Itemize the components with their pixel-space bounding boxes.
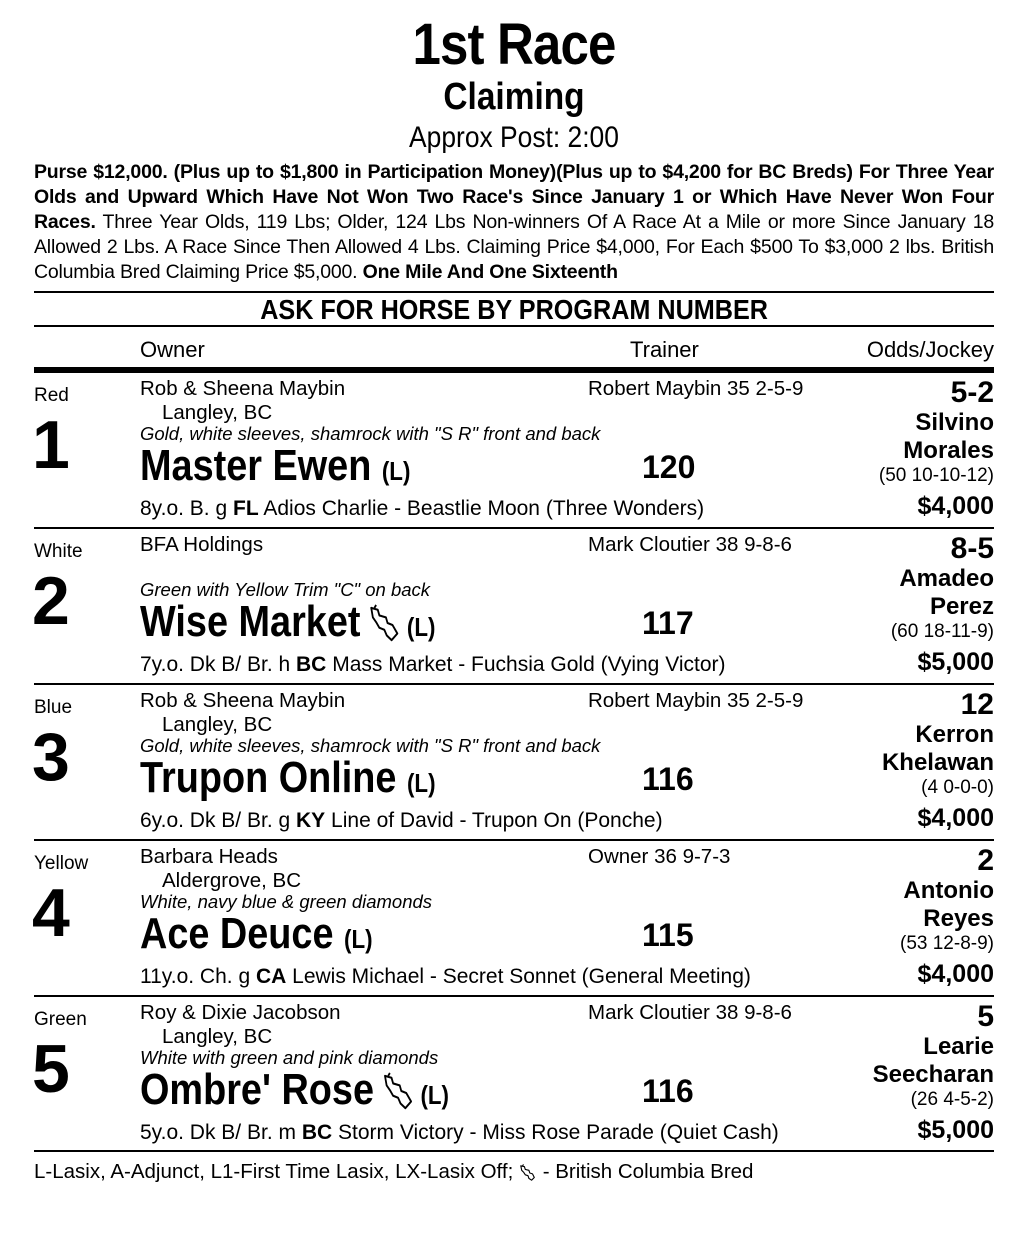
column-trainer: Trainer: [630, 337, 699, 362]
weight: 116: [642, 761, 694, 797]
silks-description: Green with Yellow Trim "C" on back: [140, 579, 431, 600]
weight: 120: [642, 449, 696, 485]
claiming-price: $4,000: [917, 492, 994, 520]
jockey-last-name: Perez: [929, 593, 994, 620]
saddle-cloth-color: Green: [34, 1009, 87, 1030]
trainer-name: Mark Cloutier 38 9-8-6: [588, 533, 792, 556]
horse-name: Ace Deuce: [140, 909, 334, 958]
odds-jockey-column: [873, 1001, 994, 1145]
age-sex: 7y.o. Dk B/ Br. h: [140, 653, 291, 676]
owner-location: Aldergrove, BC: [162, 869, 302, 892]
saddle-cloth-color: Yellow: [34, 853, 89, 874]
foaling-state: CA: [255, 965, 287, 988]
conditions-bold-lead: Purse $12,000. (Plus up to $1,800 in Participation Money)(Plus up to $4,200 for BC Breds) For Three Year Olds and Upward Which Have Not Won Two Race's Since January 1 or Which Have Never Won Four Races.: [34, 161, 994, 233]
race-program-page: [34, 0, 994, 1184]
claiming-price: $4,000: [917, 960, 994, 988]
entry-row: [34, 997, 994, 1152]
claiming-price: $5,000: [917, 648, 994, 676]
weight: 115: [642, 917, 694, 953]
foaling-state: BC: [301, 1121, 333, 1144]
horse-name: Ombre' Rose: [140, 1065, 375, 1114]
medication: (L): [381, 456, 411, 486]
entry-row: [34, 685, 994, 841]
bc-bred-legend: - British Columbia Bred: [542, 1160, 754, 1183]
owner-name: Rob & Sheena Maybin: [140, 689, 346, 712]
column-owner: Owner: [140, 337, 205, 362]
jockey-first-name: Silvino: [915, 409, 994, 436]
claiming-price: $5,000: [917, 1116, 994, 1144]
race-title: 1st Race: [412, 12, 616, 77]
weight: 117: [642, 605, 694, 641]
medication: (L): [420, 1080, 450, 1110]
breeding-line: [140, 1121, 779, 1145]
age-sex: 6y.o. Dk B/ Br. g: [140, 809, 291, 832]
jockey-last-name: Seecharan: [872, 1061, 994, 1088]
owner-name: Roy & Dixie Jacobson: [140, 1001, 341, 1024]
jockey-last-name: Reyes: [923, 905, 994, 932]
footer-legend: [34, 1160, 994, 1184]
bc-bred-icon: [519, 1163, 537, 1183]
breeding-line: [140, 653, 725, 677]
weight: 116: [642, 1073, 694, 1109]
pedigree: Lewis Michael - Secret Sonnet (General Meeting): [292, 965, 751, 988]
morning-line-odds: 5-2: [950, 376, 994, 409]
saddle-cloth-color: White: [34, 541, 83, 562]
breeding-line: [140, 497, 704, 521]
horse-name-line: [140, 441, 410, 496]
morning-line-odds: 5: [977, 1000, 994, 1033]
post-time: Approx Post: 2:00: [409, 121, 619, 154]
silks-description: White with green and pink diamonds: [140, 1047, 439, 1068]
entry-row: [34, 529, 994, 685]
claiming-price: $4,000: [917, 804, 994, 832]
jockey-first-name: Kerron: [915, 721, 994, 748]
breeding-line: [140, 965, 751, 989]
jockey-last-name: Morales: [903, 437, 994, 464]
odds-jockey-column: [900, 845, 994, 989]
column-odds-jockey: Odds/Jockey: [866, 337, 994, 362]
owner-name: Rob & Sheena Maybin: [140, 377, 346, 400]
saddle-cloth-color: Red: [34, 385, 69, 406]
jockey-first-name: Amadeo: [899, 565, 994, 592]
jockey-first-name: Learie: [923, 1033, 994, 1060]
ask-banner: [34, 291, 994, 327]
race-type: Claiming: [443, 76, 585, 118]
entry-row: [34, 373, 994, 529]
owner-name: BFA Holdings: [140, 533, 264, 556]
medication: (L): [406, 768, 436, 798]
breeding-line: [140, 809, 663, 833]
bc-bred-icon: [383, 1072, 416, 1112]
silks-description: Gold, white sleeves, shamrock with "S R" front and back: [140, 735, 601, 756]
morning-line-odds: 12: [960, 688, 994, 721]
pedigree: Line of David - Trupon On (Ponche): [331, 809, 663, 832]
jockey-stats: (53 12-8-9): [900, 933, 994, 954]
age-sex: 11y.o. Ch. g: [140, 965, 251, 988]
odds-jockey-column: [882, 689, 994, 833]
program-number: 2: [32, 563, 70, 639]
horse-name-line: [140, 753, 436, 808]
pedigree: Mass Market - Fuchsia Gold (Vying Victor): [332, 653, 726, 676]
jockey-stats: (60 18-11-9): [890, 621, 994, 642]
odds-jockey-column: [879, 377, 994, 521]
entries-list: [34, 373, 994, 1152]
owner-location: Langley, BC: [162, 1025, 273, 1048]
trainer-name: Mark Cloutier 38 9-8-6: [588, 1001, 792, 1024]
silks-description: White, navy blue & green diamonds: [140, 891, 433, 912]
trainer-name: Robert Maybin 35 2-5-9: [588, 689, 804, 712]
age-sex: 8y.o. B. g: [140, 497, 228, 520]
horse-name-line: [140, 597, 435, 652]
owner-location: Langley, BC: [162, 401, 273, 424]
jockey-last-name: Khelawan: [881, 749, 994, 776]
bc-bred-icon: [369, 604, 402, 644]
jockey-first-name: Antonio: [903, 877, 994, 904]
program-number: 4: [32, 875, 70, 951]
silks-description: Gold, white sleeves, shamrock with "S R" front and back: [140, 423, 601, 444]
ask-banner-text: ASK FOR HORSE BY PROGRAM NUMBER: [260, 294, 768, 325]
program-number: 1: [32, 407, 70, 483]
program-number: 5: [32, 1031, 70, 1107]
horse-name: Trupon Online: [140, 753, 397, 802]
saddle-cloth-color: Blue: [34, 697, 73, 718]
race-conditions: [34, 160, 994, 285]
horse-name-line: [140, 1065, 449, 1120]
odds-jockey-column: [891, 533, 994, 677]
entry-row: [34, 841, 994, 997]
morning-line-odds: 8-5: [950, 532, 994, 565]
jockey-stats: (50 10-10-12): [878, 465, 994, 486]
trainer-name: Owner 36 9-7-3: [588, 845, 731, 868]
horse-name: Master Ewen: [140, 441, 372, 490]
jockey-stats: (26 4-5-2): [910, 1089, 994, 1110]
horse-name: Wise Market: [140, 597, 361, 646]
pedigree: Storm Victory - Miss Rose Parade (Quiet Cash): [338, 1121, 779, 1144]
pedigree: Adios Charlie - Beastlie Moon (Three Wonders): [263, 497, 705, 520]
horse-name-line: [140, 909, 373, 964]
foaling-state: BC: [296, 653, 327, 676]
owner-name: Barbara Heads: [140, 845, 278, 868]
medication-legend: L-Lasix, A-Adjunct, L1-First Time Lasix, LX-Lasix Off;: [34, 1160, 514, 1183]
trainer-name: Robert Maybin 35 2-5-9: [588, 377, 804, 400]
jockey-stats: (4 0-0-0): [921, 777, 994, 798]
conditions-body: Three Year Olds, 119 Lbs; Older, 124 Lbs Non-winners Of A Race At a Mile or more Since January 18 Allowed 2 Lbs. A Race Since Then Allowed 4 Lbs. Claiming Price $4,000, For Each $500 To $3,000 2 lbs. British Columbia Bred Claiming Price $5,000.: [34, 211, 994, 283]
medication: (L): [406, 612, 436, 642]
race-distance: One Mile And One Sixteenth: [357, 261, 618, 283]
owner-location: Langley, BC: [162, 713, 273, 736]
morning-line-odds: 2: [977, 844, 994, 877]
program-number: 3: [32, 719, 70, 795]
medication: (L): [344, 924, 373, 954]
age-sex: 5y.o. Dk B/ Br. m: [140, 1121, 296, 1144]
foaling-state: KY: [296, 809, 326, 832]
foaling-state: FL: [233, 497, 259, 520]
column-header: [34, 327, 994, 373]
